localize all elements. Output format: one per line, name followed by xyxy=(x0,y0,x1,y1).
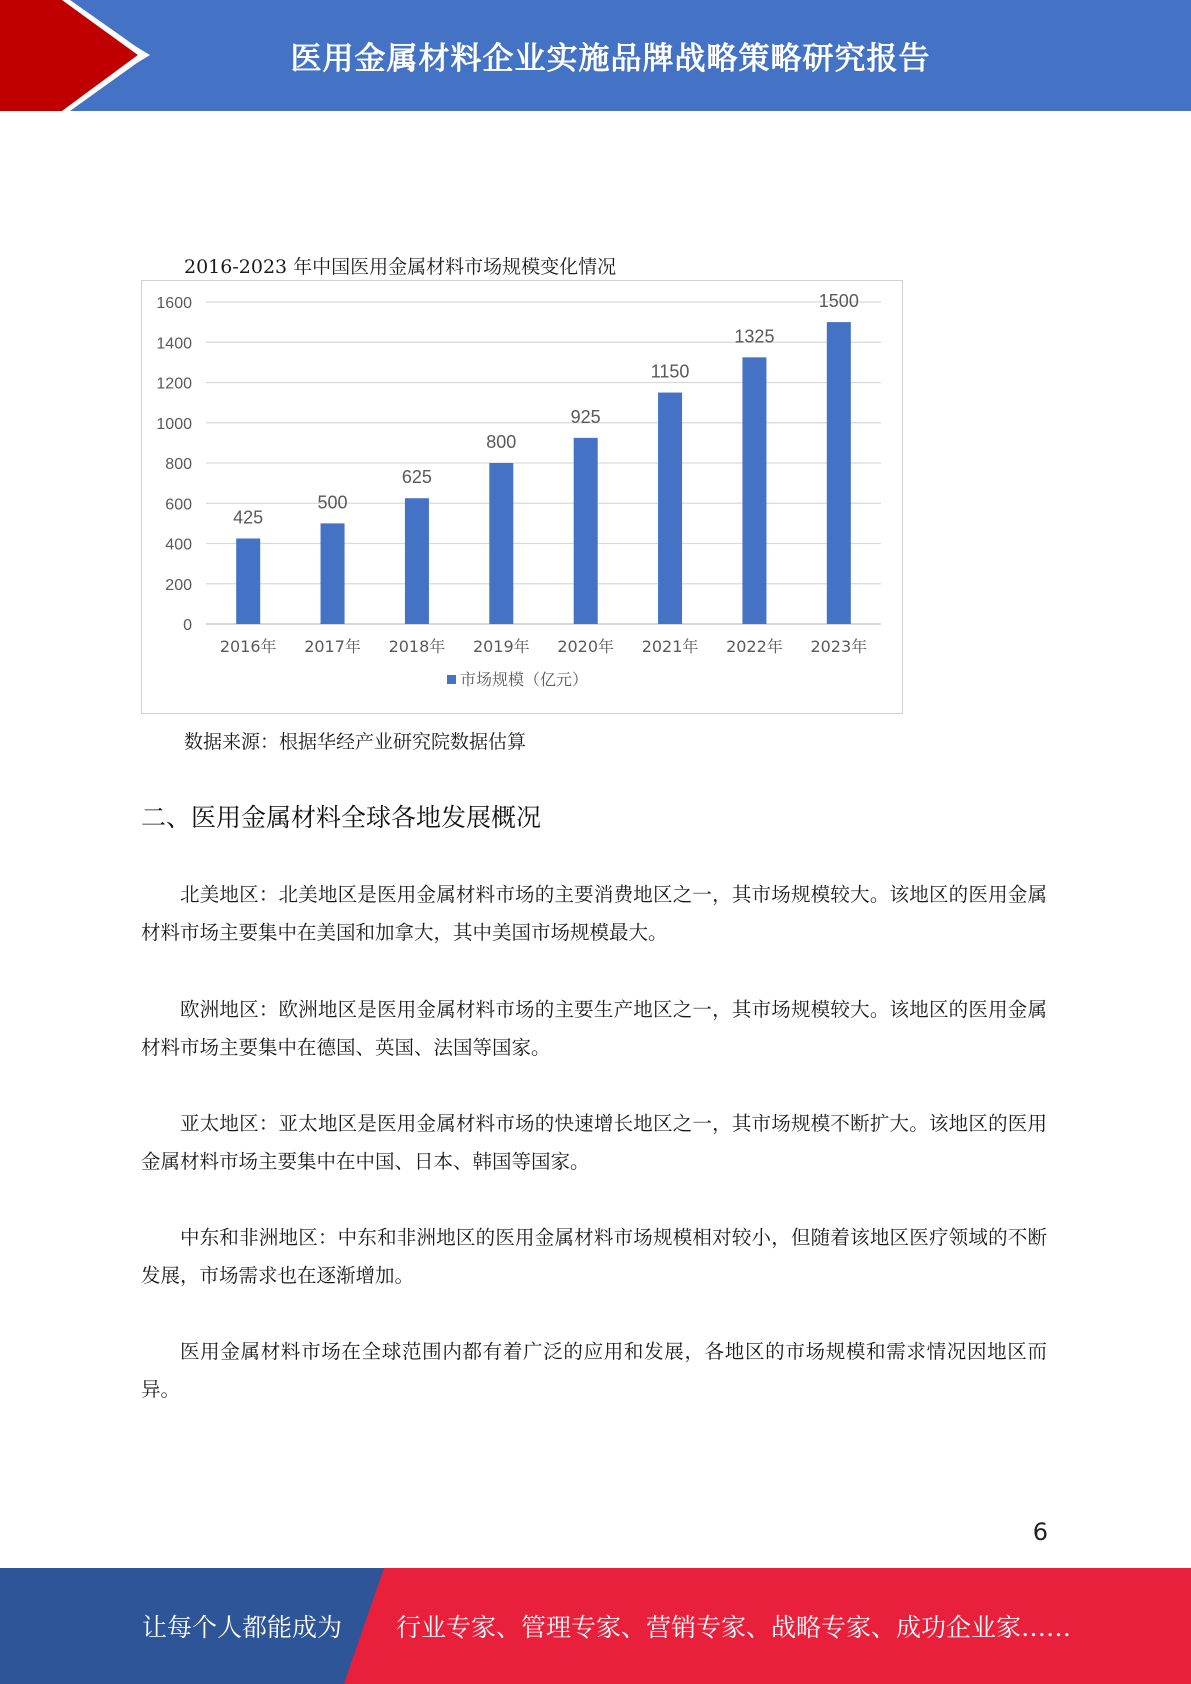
x-tick-label: 2022年 xyxy=(726,637,783,656)
bar-2023年 xyxy=(827,322,851,624)
data-label: 1500 xyxy=(818,291,859,312)
page-number: 6 xyxy=(1032,1518,1048,1546)
y-tick-label: 800 xyxy=(165,456,192,473)
y-tick-label: 200 xyxy=(165,576,192,594)
footer-banner xyxy=(0,1568,1191,1684)
data-label: 425 xyxy=(233,507,264,528)
paragraph-summary: 医用金属材料市场在全球范围内都有着广泛的应用和发展，各地区的市场规模和需求情况因地区而异。 xyxy=(141,1340,1047,1401)
x-tick-label: 2017年 xyxy=(304,637,361,656)
legend-label: 市场规模（亿元） xyxy=(460,670,589,689)
y-tick-label: 1200 xyxy=(156,375,192,393)
y-tick-label: 400 xyxy=(165,536,192,554)
footer-slogan-left: 让每个人都能成为 xyxy=(142,1613,343,1642)
y-tick-label: 1000 xyxy=(156,415,192,433)
data-label: 1325 xyxy=(734,326,775,347)
footer-slogan-right: 行业专家、管理专家、营销专家、战略专家、成功企业家…… xyxy=(396,1613,1072,1642)
y-tick-label: 1600 xyxy=(156,295,192,312)
x-tick-label: 2021年 xyxy=(641,637,699,656)
bar-2017年 xyxy=(321,523,345,624)
x-tick-label: 2018年 xyxy=(388,637,446,656)
legend-swatch xyxy=(447,675,456,684)
data-label: 925 xyxy=(570,406,601,427)
y-tick-label: 600 xyxy=(165,496,192,514)
paragraph-europe: 欧洲地区：欧洲地区是医用金属材料市场的主要生产地区之一，其市场规模较大。该地区的医用金属材料市场主要集中在德国、英国、法国等国家。 xyxy=(141,998,1047,1059)
x-tick-label: 2016年 xyxy=(219,637,277,656)
paragraph-middle-east-africa: 中东和非洲地区：中东和非洲地区的医用金属材料市场规模相对较小，但随着该地区医疗领域的不断发展，市场需求也在逐渐增加。 xyxy=(141,1226,1047,1287)
bar-2022年 xyxy=(742,357,766,624)
x-tick-label: 2023年 xyxy=(810,637,868,656)
y-tick-label: 1400 xyxy=(156,335,192,353)
y-tick-label: 0 xyxy=(183,617,192,634)
header-title: 医用金属材料企业实施品牌战略策略研究报告 xyxy=(290,41,931,77)
bar-2019年 xyxy=(489,463,513,624)
data-label: 1150 xyxy=(650,361,690,382)
paragraph-asia-pacific: 亚太地区：亚太地区是医用金属材料市场的快速增长地区之一，其市场规模不断扩大。该地区的医用金属材料市场主要集中在中国、日本、韩国等国家。 xyxy=(141,1112,1047,1173)
bar-2018年 xyxy=(405,498,429,624)
paragraph-north-america: 北美地区：北美地区是医用金属材料市场的主要消费地区之一，其市场规模较大。该地区的医用金属材料市场主要集中在美国和加拿大，其中美国市场规模最大。 xyxy=(141,883,1047,944)
bar-2020年 xyxy=(574,438,598,624)
x-tick-label: 2019年 xyxy=(472,637,530,656)
x-tick-label: 2020年 xyxy=(557,637,615,656)
section-heading: 二、医用金属材料全球各地发展概况 xyxy=(141,803,542,832)
data-label: 625 xyxy=(401,467,432,488)
bar-2021年 xyxy=(658,393,682,624)
market-size-bar-chart xyxy=(141,280,903,714)
data-label: 500 xyxy=(317,492,348,513)
data-label: 800 xyxy=(486,432,517,452)
chart-caption: 2016-2023 年中国医用金属材料市场规模变化情况 xyxy=(184,256,617,278)
bar-2016年 xyxy=(236,538,260,624)
data-source: 数据来源：根据华经产业研究院数据估算 xyxy=(184,731,527,753)
